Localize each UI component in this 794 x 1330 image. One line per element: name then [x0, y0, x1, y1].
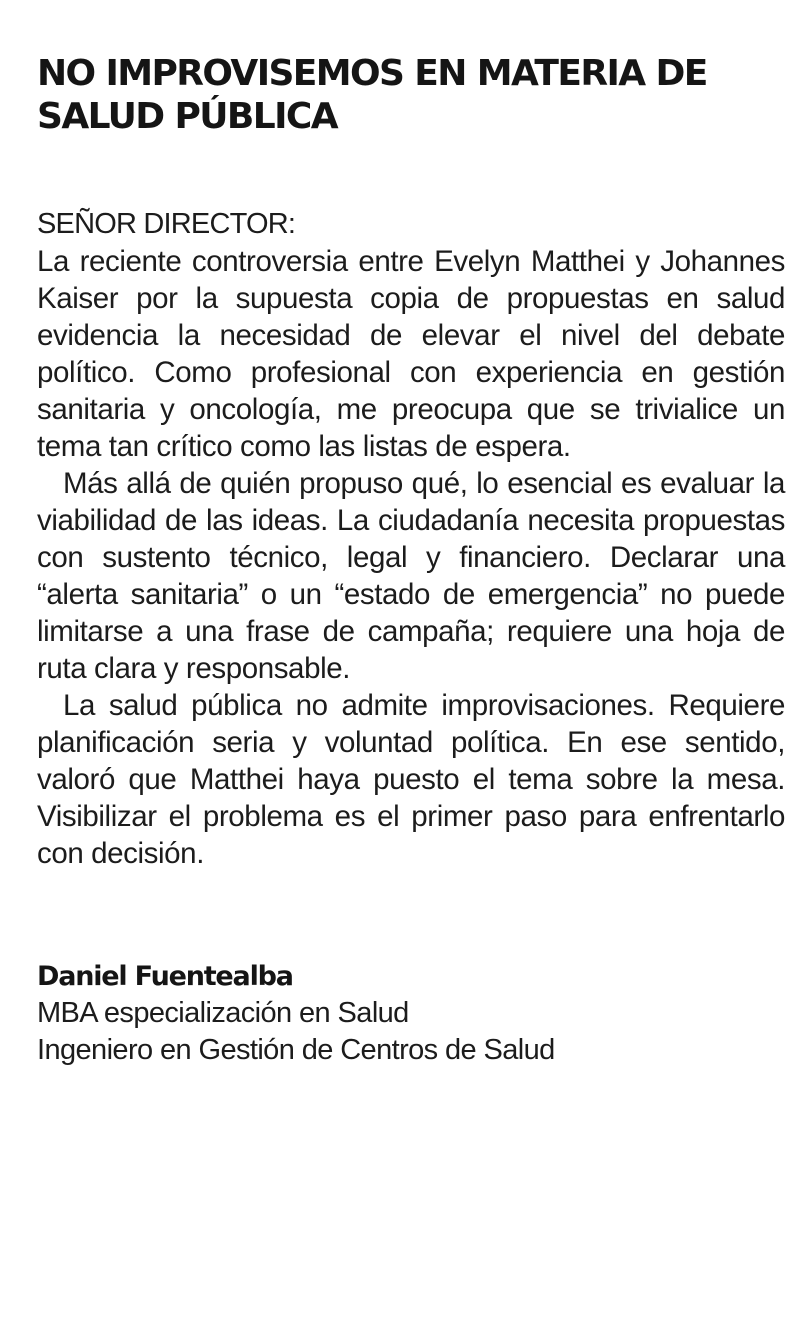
signature-block: [37, 958, 785, 1069]
letter-to-editor: [37, 52, 785, 1069]
body-paragraph-2: Más allá de quién propuso qué, lo esencial es evaluar la viabilidad de las ideas. La ciudadanía necesita propuestas con sustento técnico, legal y financiero. Declarar una “alerta sanitaria” o un “estado de emergencia” no puede limitarse a una frase de campaña; requiere una hoja de ruta clara y responsable.: [37, 467, 785, 685]
body-paragraph-3: La salud pública no admite improvisaciones. Requiere planificación seria y voluntad política. En ese sentido, valoró que Matthei haya puesto el tema sobre la mesa. Visibilizar el problema es el primer paso para enfrentarlo con decisión.: [37, 689, 785, 870]
headline-line-1: NO IMPROVISEMOS EN MATERIA DE: [37, 53, 707, 94]
headline-line-2: SALUD PÚBLICA: [37, 96, 337, 137]
body-paragraph-1: La reciente controversia entre Evelyn Matthei y Johannes Kaiser por la supuesta copia de propuestas en salud evidencia la necesidad de elevar el nivel del debate político. Como profesional con experiencia en gestión sanitaria y oncología, me preocupa que se trivialice un tema tan crítico como las listas de espera.: [37, 245, 785, 463]
author-title-1: MBA especialización en Salud: [37, 997, 409, 1029]
headline: [37, 52, 785, 138]
author-title-2: Ingeniero en Gestión de Centros de Salud: [37, 1034, 555, 1066]
salutation: SEÑOR DIRECTOR:: [37, 208, 296, 240]
author-name: Daniel Fuentealba: [37, 961, 293, 992]
